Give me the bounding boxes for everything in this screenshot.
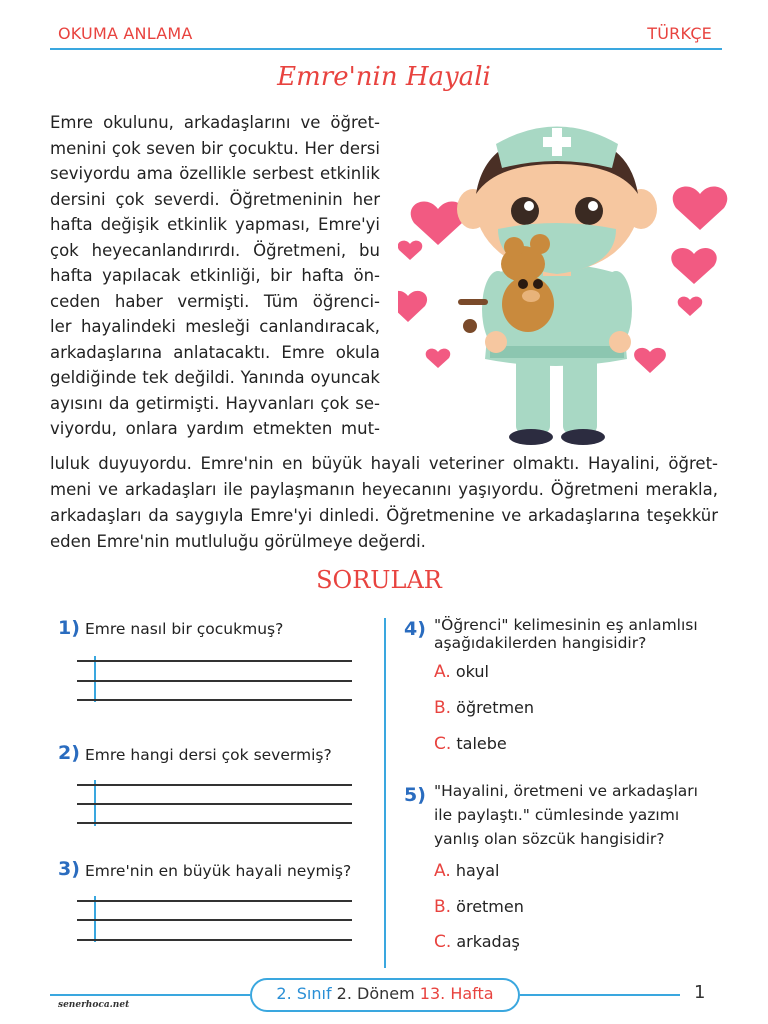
answer-line[interactable] (77, 939, 352, 941)
option-letter: B. (434, 897, 452, 917)
header-subject-label: OKUMA ANLAMA (58, 24, 193, 43)
footer-week: 13. Hafta (419, 984, 494, 1003)
option-letter: A. (434, 861, 451, 881)
heart-icon (398, 291, 427, 322)
story-line: hafta yapılacak etkinliği, bir hafta ön- (50, 266, 380, 285)
footer-badge-text (250, 984, 520, 1003)
footer-grade: 2. Sınıf (276, 984, 332, 1003)
heart-icon (671, 248, 716, 284)
answer-line[interactable] (77, 699, 352, 701)
heart-icon (398, 241, 422, 260)
answer-margin-line (94, 656, 96, 702)
question-5-text-line2: ile paylaştı." cümlesinde yazımı (434, 806, 680, 824)
answer-line[interactable] (77, 680, 352, 682)
story-line: viyordu, onlara yardım etmekten mut- (50, 419, 380, 438)
option-letter: B. (434, 698, 452, 718)
questions-section-title: SORULAR (316, 566, 442, 594)
story-line: ler hayalindeki mesleği canlandıracak, (50, 317, 380, 336)
answer-line[interactable] (77, 660, 352, 662)
page-title: Emre'nin Hayali (277, 62, 491, 92)
option-letter: A. (434, 662, 451, 682)
story-line: geldiğinde tek değildi. Yanında oyuncak (50, 368, 380, 387)
option-text: öğretmen (456, 698, 535, 717)
header-divider (50, 48, 722, 50)
option-letter: C. (434, 932, 452, 952)
option-a[interactable] (434, 662, 489, 682)
question-4-number: 4) (404, 618, 426, 640)
story-line: dersini çok severdi. Öğretmeninin her (50, 189, 380, 209)
header-course-label: TÜRKÇE (647, 24, 712, 43)
answer-line[interactable] (77, 919, 352, 921)
heart-icon (673, 187, 728, 230)
footer-line (520, 994, 680, 996)
question-4-text-line1: "Öğrenci" kelimesinin eş anlamlısı (434, 616, 698, 634)
veterinarian-boy-illustration (398, 104, 728, 449)
option-b[interactable] (434, 897, 524, 917)
column-divider (384, 618, 386, 968)
story-line: meni ve arkadaşları ile paylaşmanın heyecanını yaşıyordu. Öğretmeni merakla, (50, 480, 718, 499)
answer-line[interactable] (77, 803, 352, 805)
question-5-text-line3: yanlış olan sözcük hangisidir? (434, 830, 665, 848)
story-line: seviyordu ama özellikle serbest etkinlik (50, 164, 380, 183)
heart-icon (426, 349, 451, 368)
heart-icon (634, 348, 666, 373)
story-line: menini çok seven bir çocuktu. Her dersi (50, 138, 380, 158)
question-1-text: Emre nasıl bir çocukmuş? (85, 620, 284, 638)
story-line: ceden haber vermişti. Tüm öğrenci- (50, 291, 380, 311)
question-4-text-line2: aşağıdakilerden hangisidir? (434, 634, 647, 652)
story-line: arkadaşları da saygıyla Emre'yi dinledi. Öğretmenine ve arkadaşlarına teşekkür (50, 506, 718, 525)
answer-line[interactable] (77, 784, 352, 786)
question-2-number: 2) (58, 742, 80, 764)
story-line: luluk duyuyordu. Emre'nin en büyük hayali veteriner olmaktı. Hayalini, öğret- (50, 454, 718, 473)
question-3-number: 3) (58, 858, 80, 880)
page-number: 1 (694, 982, 706, 1003)
option-text: hayal (455, 861, 500, 880)
question-3-text: Emre'nin en büyük hayali neymiş? (85, 862, 352, 880)
option-text: talebe (456, 734, 507, 753)
footer-line (50, 994, 250, 996)
option-letter: C. (434, 734, 452, 754)
question-5-number: 5) (404, 784, 426, 806)
story-line: çok heyecanlandırırdı. Öğretmeni, bu (50, 240, 380, 260)
heart-icon (678, 297, 703, 316)
story-line: ayısını da getirmişti. Hayvanları çok se- (50, 393, 380, 413)
footer-term: 2. Dönem (336, 984, 415, 1003)
option-text: okul (455, 662, 489, 681)
option-b[interactable] (434, 698, 534, 718)
option-text: öretmen (456, 897, 524, 916)
question-2-text: Emre hangi dersi çok severmiş? (85, 746, 332, 764)
option-text: arkadaş (456, 932, 520, 951)
story-line: hafta değişik etkinlik yapması, Emre'yi (50, 215, 380, 234)
option-c[interactable] (434, 734, 507, 754)
site-credit: senerhoca.net (58, 1000, 130, 1010)
question-1-number: 1) (58, 617, 80, 639)
option-a[interactable] (434, 861, 500, 881)
story-line: Emre okulunu, arkadaşlarını ve öğret- (50, 113, 380, 132)
question-5-text-line1: "Hayalini, öretmeni ve arkadaşları (434, 782, 698, 800)
story-line: eden Emre'nin mutluluğu görülmeye değerdi. (50, 532, 426, 551)
option-c[interactable] (434, 932, 520, 952)
story-line: arkadaşlarına anlatacaktı. Emre okula (50, 342, 380, 362)
answer-line[interactable] (77, 822, 352, 824)
answer-line[interactable] (77, 900, 352, 902)
